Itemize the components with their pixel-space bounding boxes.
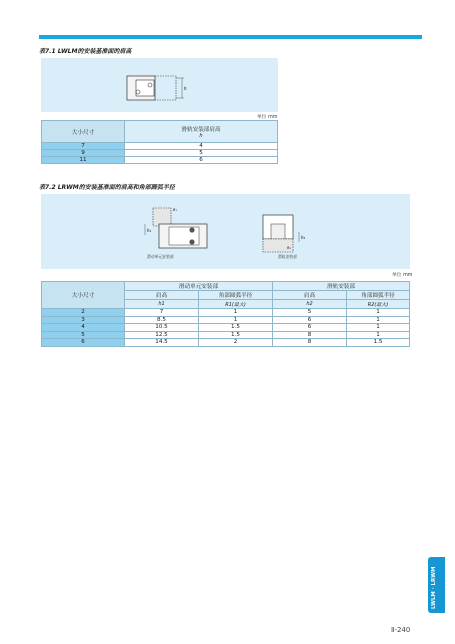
fig-label-slide-unit: 滑动单元安装部 [147, 254, 174, 259]
top-accent-bar [39, 35, 422, 39]
table1-header-size: 大小尺寸 [42, 121, 125, 143]
value-cell: 10.5 [125, 324, 199, 332]
value-cell: 1.5 [199, 324, 273, 332]
section-side-tab-label: LWLM · LRWM [431, 566, 437, 609]
size-cell: 2 [42, 309, 125, 317]
value-cell: 2 [199, 339, 273, 347]
table2-col-h2: 肩高 [273, 291, 347, 300]
table-row [42, 331, 410, 339]
table1-figure [41, 58, 278, 112]
size-cell: 4 [42, 324, 125, 332]
table2-col-h2-sym: h2 [273, 300, 347, 309]
value-cell: 8 [273, 339, 347, 347]
table2-figure [41, 194, 410, 269]
value-cell: 1 [347, 331, 410, 339]
table1-unit: 单位 mm [257, 115, 278, 120]
table-row [42, 150, 278, 157]
value-cell: 4 [125, 143, 278, 150]
value-cell: 1.5 [199, 331, 273, 339]
value-cell: 1 [347, 324, 410, 332]
table2-col-r1-sym: R1(最大) [199, 300, 273, 309]
table1-caption: 表7.1 LWLM的安装基准面的肩高 [39, 48, 132, 55]
table-row [42, 339, 410, 347]
value-cell: 7 [125, 309, 199, 317]
table-row [42, 324, 410, 332]
value-cell: 6 [273, 324, 347, 332]
section-side-tab[interactable] [428, 557, 445, 613]
table2-unit: 单位 mm [392, 273, 413, 278]
table2 [41, 281, 410, 347]
table2-group-slide-unit: 滑动单元安装部 [125, 282, 273, 291]
value-cell: 1 [347, 309, 410, 317]
value-cell: 12.5 [125, 331, 199, 339]
table2-col-h1-sym: h1 [125, 300, 199, 309]
table2-header-size: 大小尺寸 [42, 282, 125, 309]
value-cell: 1 [347, 316, 410, 324]
value-cell: 14.5 [125, 339, 199, 347]
size-cell: 3 [42, 316, 125, 324]
table1-header-height-label: 滑轨安装部肩高 [181, 126, 221, 133]
table1-header-height-sym: h [199, 132, 203, 139]
table2-col-r2-sym: R2(最大) [347, 300, 410, 309]
svg-text:h₂: h₂ [301, 235, 306, 240]
table2-group-rail: 滑轨安装部 [273, 282, 410, 291]
table-row [42, 316, 410, 324]
table2-col-r2: 角部圆弧半径 [347, 291, 410, 300]
table2-col-r1: 角部圆弧半径 [199, 291, 273, 300]
size-cell: 11 [42, 157, 125, 164]
value-cell: 5 [273, 309, 347, 317]
table-row [42, 309, 410, 317]
size-cell: 9 [42, 150, 125, 157]
table-row [42, 157, 278, 164]
value-cell: 6 [125, 157, 278, 164]
value-cell: 6 [273, 316, 347, 324]
table2-caption: 表7.2 LRWM的安装基准面的肩高和角部圆弧半径 [39, 184, 175, 191]
table1 [41, 120, 278, 164]
svg-text:h: h [184, 86, 187, 91]
table-row [42, 143, 278, 150]
value-cell: 8 [273, 331, 347, 339]
svg-text:R₂: R₂ [287, 246, 291, 250]
fig-label-rail: 滑轨安装部 [278, 254, 297, 259]
value-cell: 1 [199, 316, 273, 324]
lwlm-shoulder-diagram [41, 58, 278, 112]
table1-header-height [125, 121, 278, 143]
table2-col-h1: 肩高 [125, 291, 199, 300]
size-cell: 6 [42, 339, 125, 347]
size-cell: 5 [42, 331, 125, 339]
value-cell: 1 [199, 309, 273, 317]
value-cell: 1.5 [347, 339, 410, 347]
page-number: Ⅱ-240 [391, 626, 411, 634]
svg-text:R₁: R₁ [173, 208, 177, 212]
svg-text:h₁: h₁ [147, 228, 152, 233]
size-cell: 7 [42, 143, 125, 150]
lrwm-shoulder-diagram [41, 194, 410, 269]
value-cell: 8.5 [125, 316, 199, 324]
value-cell: 5 [125, 150, 278, 157]
